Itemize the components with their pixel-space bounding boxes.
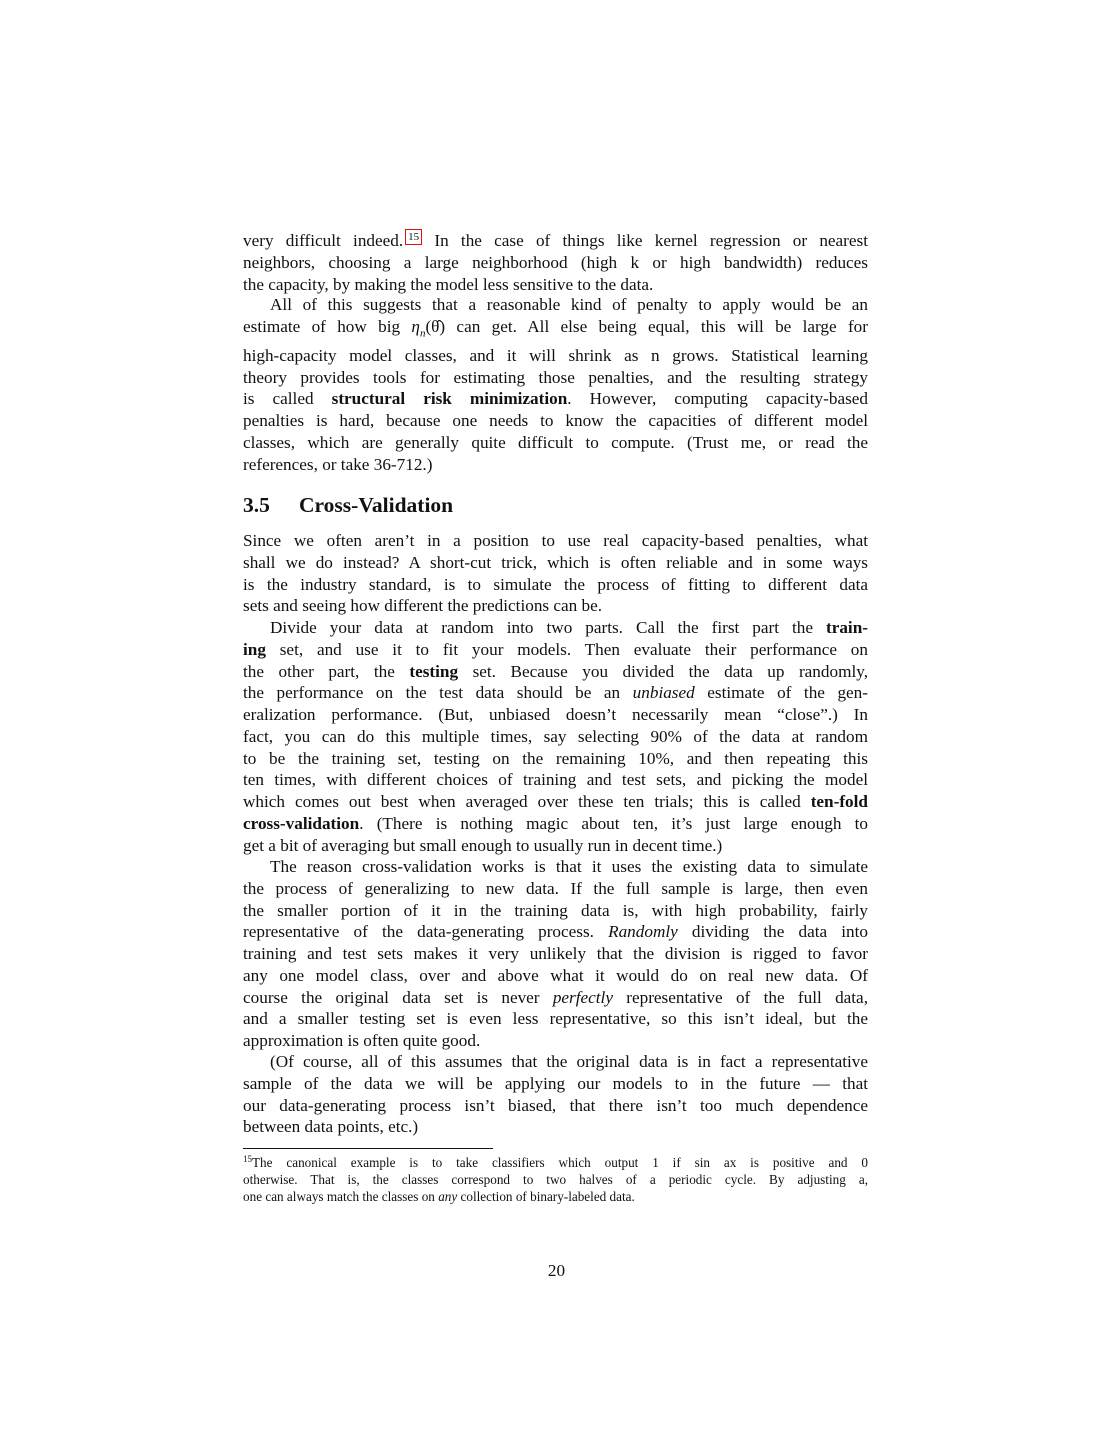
paragraph-continuation: very difficult indeed. 15 In the case of things like kernel regression or nearest neighbors, choosing a large neighborhood (high k or high bandwidth) reduces the capacity, by making the model less sensitive to the data. [243, 231, 868, 294]
term-cross-validation: cross-validation [243, 813, 360, 833]
paragraph-penalty: All of this suggests that a reasonable kind of penalty to apply would be an estimate of how big $\eta_n(\thetâ)$ can get. All else being equal, this will be large for high-capacity model classes, and it will shrink as n grows. Statistical learning theory provides tools for estimating those penalties, and the resulting strategy is called structural risk minimization. However, computing capacity-based penalties is hard, because one needs to know the capacities of different model classes, which are generally quite difficult to compute. (Trust me, or read the references, or take 36-712.) [243, 295, 868, 474]
section-heading: 3.5 Cross-Validation [243, 493, 454, 517]
footnote-15: $^{15}$The canonical example is to take classifiers which output 1 if sin ax is positive and 0 otherwise. That is, the classes correspond to two halves of a periodic cycle. By adjusting a, one can always match the classes on any collection of binary-labeled data. [243, 1154, 868, 1204]
paragraph-cv-divide: Divide your data at random into two parts. Call the first part the train- ing set, and use it to fit your models. Then evaluate their performance on the other part, the testing set. Because you divided the data up randomly, the performance on the test data should be an unbiased estimate of the gen- eralization performance. (But, unbiased doesn’t necessarily mean “close”.) In fact, you can do this multiple times, say selecting 90% of the data at random to be the training set, testing on the remaining 10%, and then repeating this ten times, with different choices of training and test sets, and picking the model which comes out best when averaged over these ten trials; this is called ten-fold cross-validation. (There is nothing magic about ten, it’s just large enough to get a bit of averaging but small enough to usually run in decent time.) [243, 618, 869, 855]
paragraph-cv-intro: Since we often aren’t in a position to use real capacity-based penalties, what shall we do instead? A short-cut trick, which is often reliable and in some ways is the industry standard, is to simulate the process of fitting to different data sets and seeing how different the predictions can be. [243, 531, 868, 616]
footnote-divider [243, 1148, 493, 1149]
page-number: 20 [547, 1261, 566, 1280]
term-structural-risk-minimization: structural risk minimization [331, 389, 568, 409]
footnote-link-15[interactable]: 15 [405, 229, 422, 245]
paragraph-cv-reason: The reason cross-validation works is that it uses the existing data to simulate the process of generalizing to new data. If the full sample is large, then even the smaller portion of it in the training data is, with high probability, fairly representative of the data-generating process. Randomly dividing the data into training and test sets makes it very unlikely that the division is rigged to favor any one model class, over and above what it would do on real new data. Of course the original data set is never perfectly representative of the full data, and a smaller testing set is even less representative, so this isn’t ideal, but the approximation is often quite good. [243, 857, 868, 1050]
footnote-mark: 15 [243, 1154, 252, 1164]
paragraph-cv-caveat: (Of course, all of this assumes that the original data is in fact a representative sample of the data we will be applying our models to in the future — that our data-generating process isn’t biased, that there isn’t too much dependence between data points, etc.) [243, 1052, 868, 1137]
term-testing: testing [409, 661, 459, 681]
